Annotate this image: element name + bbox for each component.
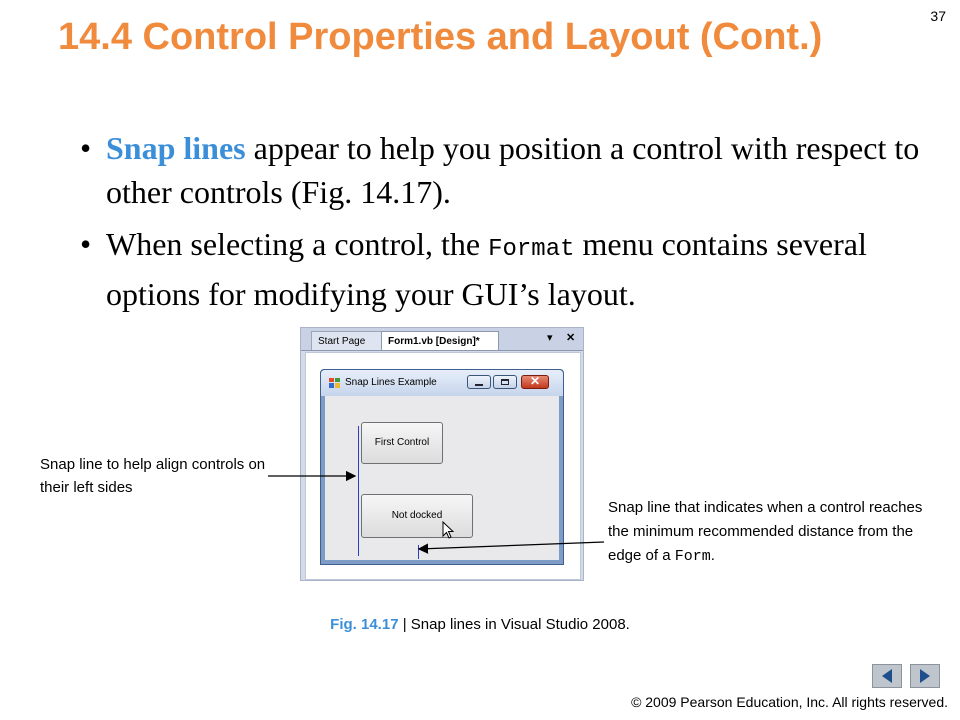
caption-text: Snap lines in Visual Studio 2008. xyxy=(410,616,630,633)
form-designer-surface xyxy=(305,352,581,580)
tab-start-page[interactable]: Start Page xyxy=(311,331,389,350)
tab-dropdown-icon[interactable]: ▾ xyxy=(547,332,553,344)
bullet-text: When selecting a control, the xyxy=(106,226,489,262)
form-client-area xyxy=(325,396,559,560)
not-docked-label: Not docked xyxy=(391,510,443,521)
bottom-snap-line xyxy=(418,545,419,559)
tab-close-icon[interactable]: ✕ xyxy=(566,332,576,344)
code-term: Format xyxy=(488,236,575,263)
visual-studio-screenshot xyxy=(300,327,584,581)
right-callout xyxy=(608,496,938,569)
tab-form-design[interactable]: Form1.vb [Design]* xyxy=(381,331,499,350)
right-callout-end: . xyxy=(710,547,715,564)
bullet-list xyxy=(80,126,920,324)
close-icon: ✕ xyxy=(529,374,541,388)
form-window xyxy=(320,369,564,565)
document-tab-bar xyxy=(301,328,583,351)
form-icon xyxy=(329,378,340,388)
first-control-button[interactable]: First Control xyxy=(361,422,443,464)
maximize-button[interactable] xyxy=(493,375,517,389)
next-slide-button[interactable] xyxy=(910,664,940,688)
caption-separator: | xyxy=(398,616,411,633)
left-snap-line xyxy=(358,426,359,556)
keyword-highlight: Snap lines xyxy=(106,130,246,166)
copyright-notice: © 2009 Pearson Education, Inc. All rights reserved. xyxy=(631,694,948,710)
left-callout: Snap line to help align controls on their left sides xyxy=(40,456,266,496)
close-button[interactable] xyxy=(521,375,549,389)
minimize-button[interactable] xyxy=(467,375,491,389)
form-titlebar xyxy=(321,370,563,396)
previous-slide-button[interactable] xyxy=(872,664,902,688)
not-docked-button[interactable] xyxy=(361,494,473,538)
page-number: 37 xyxy=(930,8,946,24)
previous-slide-icon xyxy=(873,665,901,687)
bullet-text: appear to help you position a control with respect to other controls (Fig. 14.17). xyxy=(106,130,920,210)
slide-title: 14.4 Control Properties and Layout (Cont.) xyxy=(58,16,823,58)
maximize-icon xyxy=(501,379,509,385)
right-callout-text: Snap line that indicates when a control reaches the minimum recommended distance from the edge of a xyxy=(608,499,923,564)
form-title: Snap Lines Example xyxy=(345,377,437,388)
figure-label: Fig. 14.17 xyxy=(330,616,399,633)
arrow-cursor-icon xyxy=(442,521,456,539)
bullet-item xyxy=(80,126,920,214)
figure-caption xyxy=(0,616,960,633)
right-callout-code: Form xyxy=(674,548,711,565)
bullet-text: menu contains several options for modifying your GUI’s layout. xyxy=(106,226,867,312)
bullet-item xyxy=(80,222,920,316)
next-slide-icon xyxy=(911,665,939,687)
minimize-icon xyxy=(475,384,483,386)
